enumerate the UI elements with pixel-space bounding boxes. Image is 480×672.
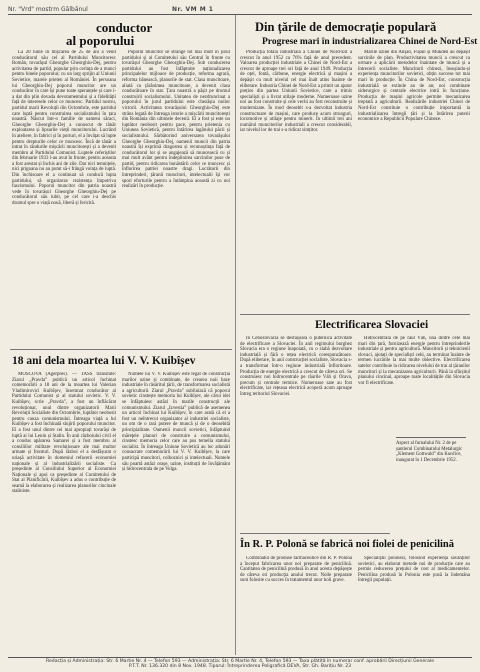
right-section-rule-1 [240, 314, 470, 315]
china-col1 [240, 50, 352, 312]
electrification-col2 [358, 336, 470, 432]
kuibisev-col1 [12, 372, 116, 654]
china-col2-text: Marile uzine din Anșan, Fușun și Mukden au depășit sarcinile de plan. Productivitatea muncii a crescut ca urmare a aplicării metodelor înaintate de muncă și a întrecerii socialiste. Muncitorii chinezi, însușindu-și experiența muncitorilor sovietici, obțin succese tot mai mari în producție. În China de Nord-Est, construcția industrială se extinde an de an; noi combinate siderurgice și centrale electrice intră în funcțiune. Producția de mașini agricole permite mecanizarea treptată a agriculturii. Realizările industriei Chinei de Nord-Est constituie o contribuție importantă la industrializarea întregii țări și la întărirea puterii economice a Republicii Populare Chineze. [358, 50, 470, 123]
penicillin-headline: În R. P. Polonă se fabrică noi fiolei de penicilină [240, 539, 454, 550]
china-col2 [358, 50, 470, 312]
penicillin-col1 [240, 556, 352, 654]
caption-rule [396, 437, 466, 438]
electrification-col1-text: În Cehoslovacia se desfășoară o puternică activitate de electrificare a Slovaciei. În anii regimului burghez Slovacia era o regiune înapoiată, cu o slabă dezvoltare industrială și fără o rețea electrică corespunzătoare. După eliberare, în anii construcției socialiste, Slovacia s-a transformat într-o regiune industrială înfloritoare. Producția de energie electrică a crescut de câteva ori. Se construiesc noi hidrocentrale pe râurile Váh și Orava, precum și centrale termice. Numeroase sate au fost electrificate, iar rețeaua electrică acoperă acum aproape întreg teritoriul Slovaciei. [240, 336, 352, 397]
electrification-headline: Electrificarea Slovaciei [315, 319, 429, 331]
penicillin-col2-text: Specialiștii polonezi, folosind experiența savanților sovietici, au elaborat metode noi de producție care au permis reducerea prețului de cost al medicamentelor. Penicilina produsă în Polonia este pusă la îndemâna întregii populații. [358, 556, 470, 584]
kuibisev-col2-text: Numele lui V. V. Kuibîșev este legat de construcția marilor uzine și combinate, de crearea noii baze industriale în răsăritul țării, de transformarea socialistă a agriculturii. Ziarul „Pravda” subliniază că poporul sovietic cinstește memoria lui Kuibîșev, ale cărui idei se înfăptuiesc astăzi în marile construcții ale comunismului. Ziarul „Izvestia” publică de asemenea un articol închinat lui Kuibîșev, în care arată că el a fost un neîntrecut organizator al industriei socialiste, un om de o rară putere de muncă și de o deosebită principialitate. Oamenii muncii sovietici, înfăptuind măreţele planuri de construire a comunismului, cinstesc memoria celor care au pus temelia statului socialist. În întreaga Uniune Sovietică au loc adunări consacrate comemorării lui V. V. Kuibîșev, la care participă muncitori, colhoznici și intelectuali. Numele său poartă astăzi orașe, uzine, instituții de învățământ și hidrocentrala de pe Volga. [122, 372, 230, 473]
masthead [8, 5, 472, 14]
left-article-col2 [122, 50, 230, 346]
photo-caption: Aspect al furnalului Nr. 2 de pe șantierul Combinatului Metalurgic „Klement Gottwald” din Kunčice, inaugurat în 1 Decembrie 1952. [396, 441, 463, 463]
china-col1-text: Producția totală industrială a Chinei de Nord-Est a crescut în anul 1952 cu 76% față de anul precedent. Valoarea producției industriale a Chinei de Nord-Est a crescut de aproape trei ori față de anul 1949. Producția de oțel, fontă, cărbune, energie electrică și mașini a depășit cu mult nivelul cel mai înalt atins înainte de eliberare. Industria Chinei de Nord-Est a primit un ajutor prețios din partea Uniunii Sovietice, care a trimis specialiști și a livrat utilaje moderne. Numeroase uzine noi au fost construite și cele vechi au fost reconstruite și modernizate. În mod deosebit s-a dezvoltat industria constructoare de mașini, care produce acum strunguri, locomotive și utilaje pentru minerit. În ultimii trei ani numărul muncitorilor industriali a crescut considerabil, iar nivelul lor de trai s-a ridicat simțitor. [240, 50, 352, 134]
china-headline: Progrese mari în industrializarea Chinei de Nord-Est [262, 37, 478, 47]
left-headline-line2: al poporului [66, 33, 135, 48]
right-section-title: Din țările de democrație populară [255, 20, 437, 34]
masthead-right: Nr. VM M 1 [172, 6, 214, 13]
kuibisev-col1-text: MOSCOVA (Agerpres). — TASS transmite: Ziarul „Pravda” publică un articol închinat comemorării a 18 ani de la moartea lui Valerian Vladimirovici Kuibîșev, însemnat conducător al Partidului Comunist și al statului sovietic. V. V. Kuibîșev, scrie „Pravda”, a fost un înflăcărat revoluționar, unul dintre organizatorii Marii Revoluții Socialiste din Octombrie, luptător neobosit pentru cauza comunismului. Întreaga viață a lui Kuibîșev a fost închinată slujirii poporului muncitor. El a fost unul dintre cei mai apropiați tovarăși de luptă ai lui Lenin și Stalin. În anii războiului civil el a condus apărarea Samarei și a fost membru al consiliilor militare revoluționare ale mai multor armate și fronturi. După război el a desfășurat o uriașă activitate în domeniul refacerii economiei naționale și al industrializării socialiste. Ca președinte al Consiliului Superior al Economiei Naționale și apoi ca președinte al Comitetului de Stat al Planificării, Kuibîșev a adus o contribuție de seamă la elaborarea și realizarea planurilor cincinale staliniste. [12, 372, 116, 495]
penicillin-col2 [358, 556, 470, 654]
top-rule [8, 14, 472, 15]
kuibisev-col2 [122, 372, 230, 654]
left-article-col1 [12, 50, 116, 346]
left-article-col2-text: Poporul muncitor se strânge tot mai mult în jurul partidului și al Comitetului său Central în frunte cu tovarășul Gheorghe Gheorghiu-Dej. Sub conducerea partidului au fost înfăptuite naționalizarea principalelor mijloace de producție, reforma agrară, reforma bănească, planurile de stat. Clasa muncitoare, aliată cu țărănimea muncitoare, a devenit clasa conducătoare în stat. Țara noastră a pășit pe drumul construirii socialismului. Unitatea de nezdruncinat a poporului în jurul partidului este chezășia noilor victorii. Activitatea tovarășului Gheorghiu-Dej este strâns legată de întreaga istorie a mișcării muncitorești din România din ultimele decenii. El a fost și este un luptător neobosit pentru pace, pentru prietenia cu Uniunea Sovietică, pentru întărirea lagărului păcii și socialismului. Sărbătorind aniversarea tovarășului Gheorghe Gheorghiu-Dej, oamenii muncii din patria noastră își exprimă dragostea și recunoștința față de conducătorul lor și se angajează să muncească cu și mai mult avânt pentru îndeplinirea sarcinilor puse de partid, pentru ridicarea bunăstării celor ce muncesc și înflorirea patriei noastre dragi. Lucrătorii din întreprinderi, țăranii muncitori, intelectualii își vor spori eforturile pentru a întâmpina această zi cu noi realizări în producție. [122, 50, 230, 190]
footer-rule [8, 657, 472, 658]
left-headline-line1: conductor [96, 20, 153, 35]
electrification-col2-text: Hidrocentrala de pe râul Váh, una dintre cele mai mari din țară, furnizează energie pentru întreprinderile industriale și pentru agricultură. Muncitorii și tehnicienii slovaci, ajutați de specialiști cehi, au terminat înainte de termen lucrările la mai multe obiective. Electrificarea satelor contribuie la ridicarea nivelului de trai al țăranilor muncitori și la mecanizarea agriculturii. Până la sfârșitul planului cincinal, aproape toate localitățile din Slovacia vor fi electrificate. [358, 336, 470, 386]
penicillin-col1-text: Combinatul de produse farmaceutice din R. P. Polonă a început fabricarea unor noi preparate de penicilină. Cantitatea de penicilină produsă în anul acesta depășește de câteva ori producția anului trecut. Noile preparate sunt folosite cu succes în tratamentul unor boli grave. [240, 556, 352, 584]
electrification-col1 [240, 336, 352, 532]
footer-line2: P.T.T. Nr. 136.320 din 8 Nov. 1948. Tiparul: Întreprinderea Poligrafică DEVA, Str. Gh. Barițiu Nr. 23 [128, 664, 352, 669]
right-section-rule-2 [240, 533, 390, 534]
masthead-left: Nr. "Vrd" mostrm Gălbănul [8, 6, 88, 13]
left-article-col1-text: La 20 lunie în mișcarea de 25 de ani a venit conducătorul său cel al Partidului Muncitoresc Român, tovarășul Gheorghe Gheorghiu-Dej, pentru activitatea de partid, popular prin cerința de a munci pentru binele poporului; cu un larg sprijin al Uniunii Sovietice, marele prieten al României. În persoana lui Gheorghiu-Dej poporul muncitor are un conducător în care își pune toate speranțele și care i-a dat din plin dovada devotamentului și a fidelității față de interesele celor ce muncesc. Partidul nostru, partidul marii Revoluții din Octombrie, este partidul care luptă pentru construirea socialismului în țara noastră. Născut într-o familie de oameni săraci, Gheorghe Gheorghiu-Dej a cunoscut de tânăr exploatarea și lipsurile vieții muncitorului. Lucrând în ateliere, în fabrici și în porturi, el a învățat să lupte pentru drepturile celor ce muncesc. Încă de tânăr a intrat în rândurile mișcării muncitorești și a devenit membru al Partidului Comunist. Luptele ceferiștilor din februarie 1933 l-au avut în frunte; pentru aceasta a fost arestat și închis ani de zile. Dar nici temnițele, nici prigoana nu au putut să-i frângă voința de luptă. Din închisoare el a continuat să conducă lupta partidului, să organizeze rezistența împotriva fascismului. Poporul muncitor din patria noastră vede în tovarășul Gheorghe Gheorghiu-Dej pe conducătorul său iubit, pe cel care i-a deschis drumul spre o viață nouă, liberă și fericită. [12, 50, 116, 207]
footer-line1: Redacția și Administrația: Str. 6 Martie Nr. 4 — Telefon 593 — Administrația: Str. 6 Martie Nr. 4, Telefon 593 — Taxa plătită în numerar conf. aprobării Direcțiunii Generale [45, 659, 435, 664]
column-divider [235, 15, 236, 655]
left-section-rule [10, 349, 232, 350]
footer-imprint [8, 659, 472, 669]
kuibisev-headline: 18 ani dela moartea lui V. V. Kuibîșev [12, 355, 196, 367]
